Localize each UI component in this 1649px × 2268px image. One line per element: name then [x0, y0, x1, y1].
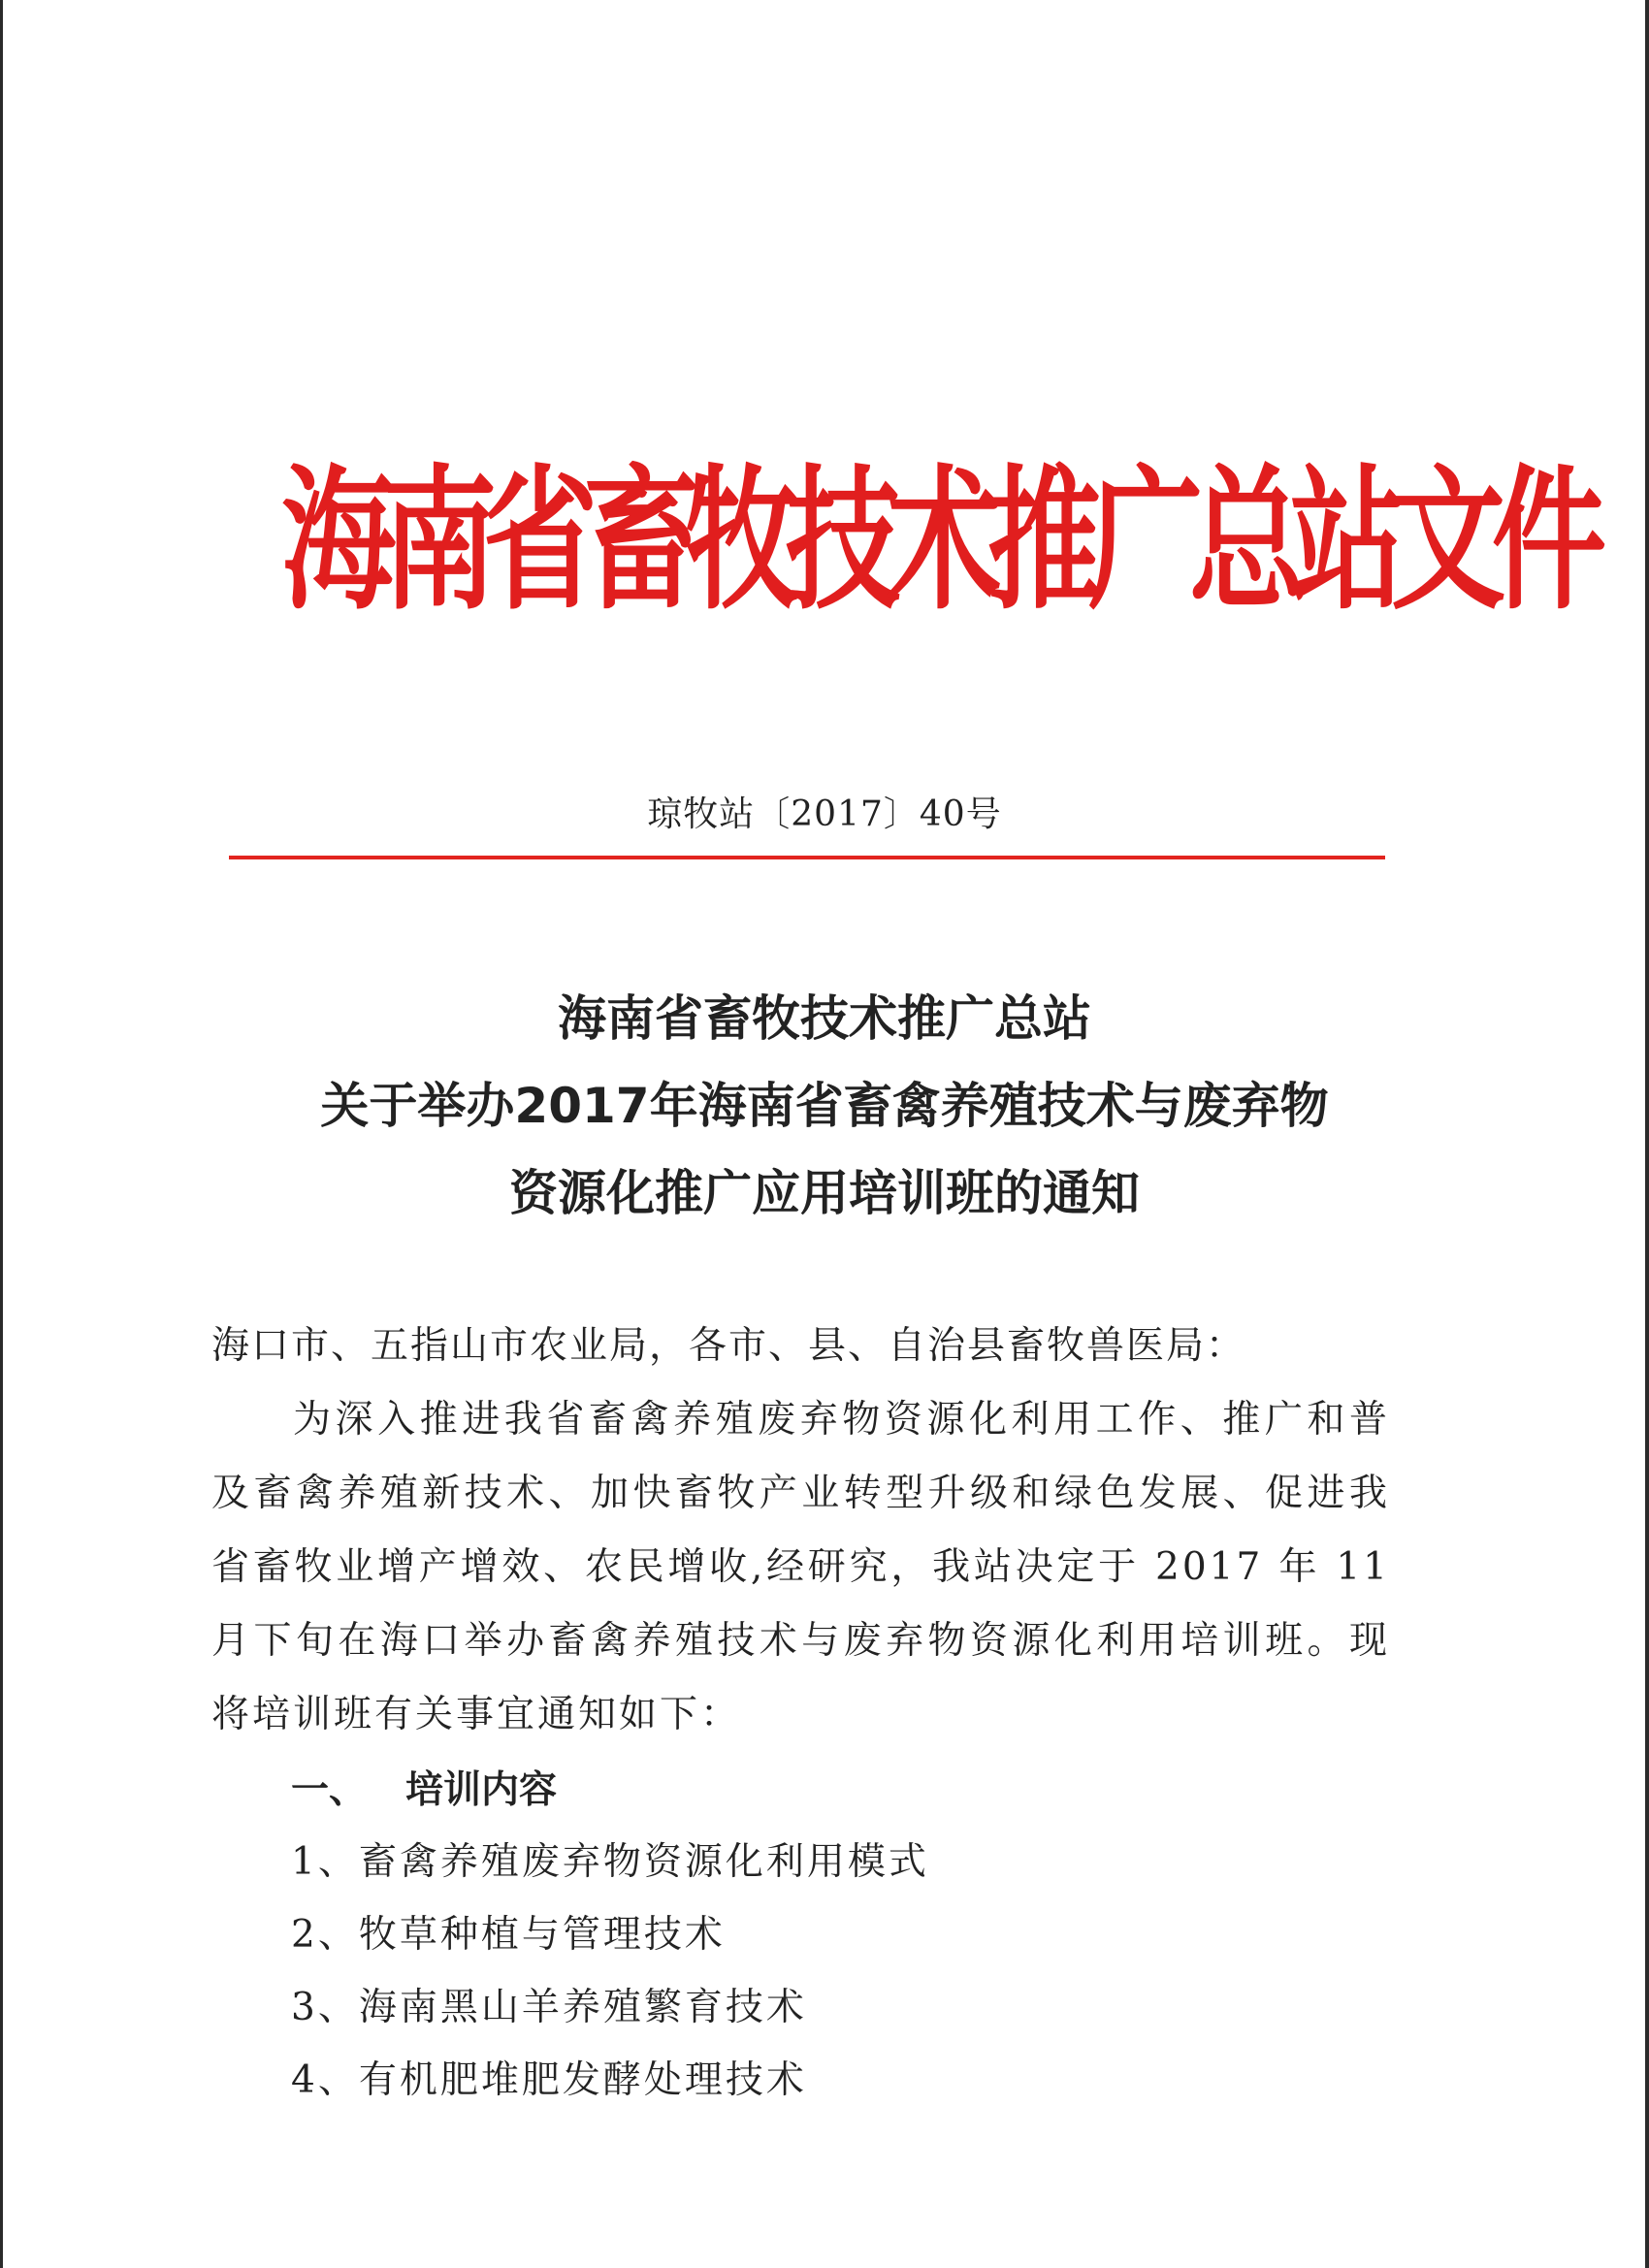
list-item: 4、有机肥堆肥发酵处理技术: [291, 2058, 807, 2102]
section-label: 培训内容: [405, 1768, 558, 1812]
training-content-list: [291, 1826, 929, 2117]
list-item: 1、畜禽养殖废弃物资源化利用模式: [291, 1840, 929, 1884]
intro-paragraph: 为深入推进我省畜禽养殖废弃物资源化利用工作、推广和普及畜禽养殖新技术、加快畜牧产业转型升级和绿色发展、促进我省畜牧业增产增效、农民增收,经研究，我站决定于 2017 年 11 月下旬在海口举办畜禽养殖技术与废弃物资源化利用培训班。现将培训班有关事宜通知如下：: [211, 1398, 1390, 1736]
list-item: 2、牧草种植与管理技术: [291, 1913, 726, 1957]
section-number: 一、: [291, 1768, 368, 1812]
title-line-3: 资源化推广应用培训班的通知: [509, 1165, 1140, 1221]
salutation: 海口市、五指山市农业局，各市、县、自治县畜牧兽医局：: [211, 1324, 1246, 1368]
body-text: [211, 1310, 1390, 1752]
list-item: 3、海南黑山羊养殖繁育技术: [291, 1986, 807, 2029]
title-line-2: 关于举办2017年海南省畜禽养殖技术与废弃物: [320, 1078, 1329, 1134]
document-number: 琼牧站〔2017〕40号: [647, 794, 1002, 834]
masthead: 海南省畜牧技术推广总站文件: [281, 449, 1594, 632]
red-divider-line: [229, 856, 1385, 859]
section-heading: [291, 1754, 557, 1828]
document-title: [0, 975, 1649, 1237]
title-line-1: 海南省畜牧技术推广总站: [558, 990, 1091, 1047]
